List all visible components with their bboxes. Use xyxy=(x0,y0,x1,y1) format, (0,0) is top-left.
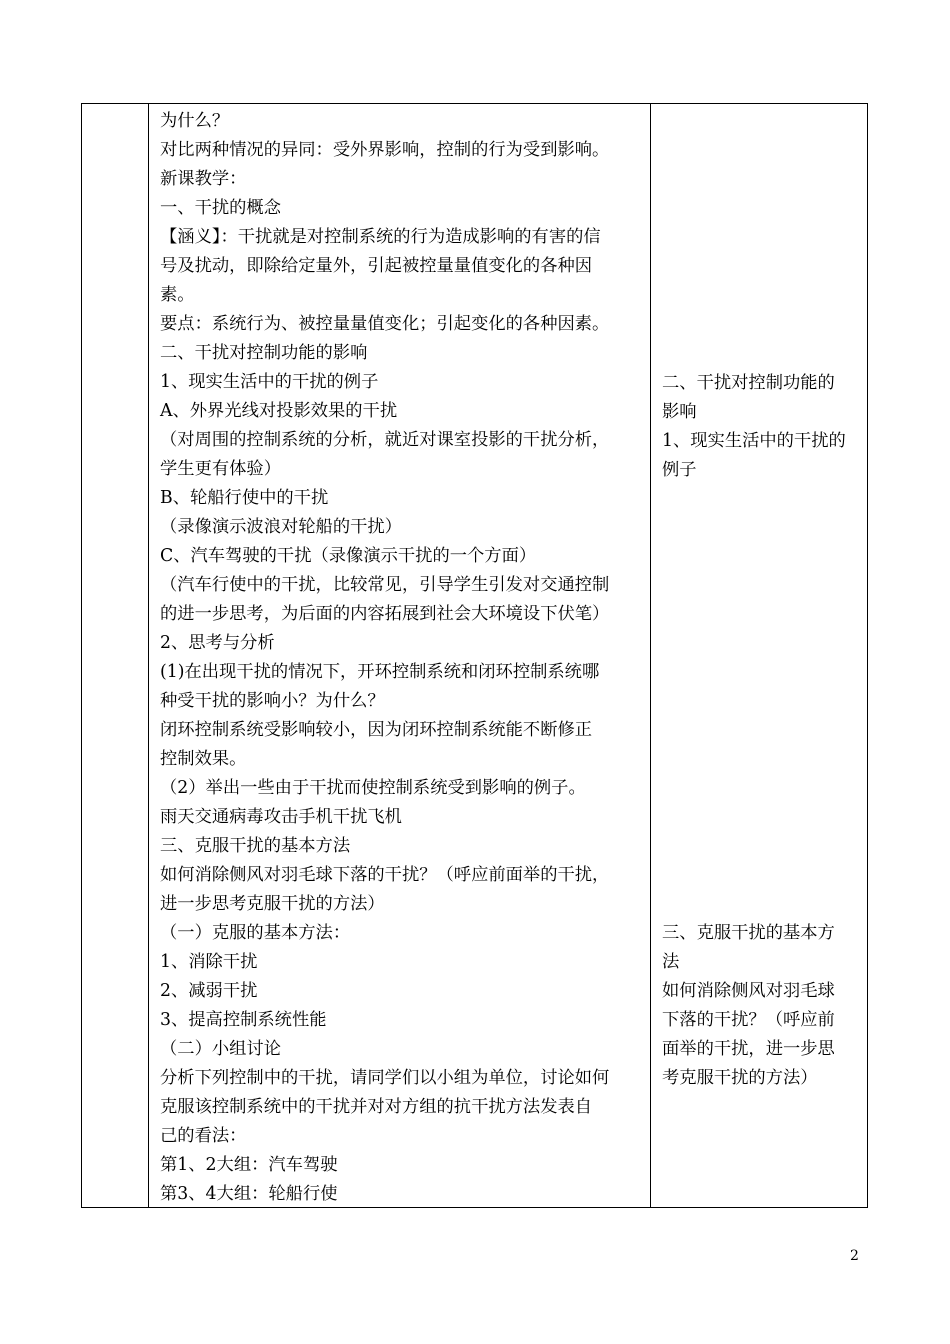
main-line: （2）举出一些由于干扰而使控制系统受到影响的例子。 xyxy=(160,778,586,798)
main-line: 己的看法： xyxy=(160,1126,247,1146)
main-line: 克服该控制系统中的干扰并对对方组的抗干扰方法发表自 xyxy=(160,1097,593,1117)
main-line: 1、消除干扰 xyxy=(160,952,258,972)
lesson-table xyxy=(81,103,868,1208)
main-line: （汽车行使中的干扰，比较常见，引导学生引发对交通控制 xyxy=(160,575,610,595)
main-line: 要点：系统行为、被控量量值变化；引起变化的各种因素。 xyxy=(160,314,610,334)
main-line: （一）克服的基本方法： xyxy=(160,923,351,943)
main-line: 对比两种情况的异同：受外界影响，控制的行为受到影响。 xyxy=(160,140,610,160)
main-line: 为什么？ xyxy=(160,111,230,131)
side-line: 例子 xyxy=(662,460,697,480)
main-line: 第1、2大组：汽车驾驶 xyxy=(160,1155,338,1175)
main-line: 种受干扰的影响小？为什么？ xyxy=(160,691,385,711)
main-line: （对周围的控制系统的分析，就近对课室投影的干扰分析， xyxy=(160,430,610,450)
main-line: 号及扰动，即除给定量外，引起被控量量值变化的各种因 xyxy=(160,256,593,276)
side-notes-block-2 xyxy=(662,919,862,1093)
main-line: 雨天交通病毒攻击手机干扰飞机 xyxy=(160,807,402,827)
main-line: 1、现实生活中的干扰的例子 xyxy=(160,372,379,392)
side-line: 1、现实生活中的干扰的 xyxy=(662,431,846,451)
page-number: 2 xyxy=(850,1248,859,1264)
side-line: 面举的干扰，进一步思 xyxy=(662,1039,835,1059)
main-line: 如何消除侧风对羽毛球下落的干扰？（呼应前面举的干扰， xyxy=(160,865,610,885)
main-line: (1)在出现干扰的情况下，开环控制系统和闭环控制系统哪 xyxy=(160,662,600,682)
side-line: 法 xyxy=(662,952,680,972)
main-line: （二）小组讨论 xyxy=(160,1039,281,1059)
main-line: 第3、4大组：轮船行使 xyxy=(160,1184,338,1204)
main-line: 2、减弱干扰 xyxy=(160,981,258,1001)
main-line: 三、克服干扰的基本方法 xyxy=(160,836,351,856)
main-line: 二、干扰对控制功能的影响 xyxy=(160,343,368,363)
main-content-column xyxy=(160,107,646,1209)
column-divider-left xyxy=(148,104,149,1207)
side-line: 影响 xyxy=(662,402,697,422)
side-line: 如何消除侧风对羽毛球 xyxy=(662,981,835,1001)
side-notes-block-1 xyxy=(662,369,862,485)
side-line: 二、干扰对控制功能的 xyxy=(662,373,835,393)
main-line: 学生更有体验） xyxy=(160,459,281,479)
side-line: 考克服干扰的方法） xyxy=(662,1068,818,1088)
main-line: A、外界光线对投影效果的干扰 xyxy=(160,401,398,421)
main-line: B、轮船行使中的干扰 xyxy=(160,488,329,508)
side-line: 三、克服干扰的基本方 xyxy=(662,923,835,943)
main-line: 一、干扰的概念 xyxy=(160,198,281,218)
column-divider-right xyxy=(650,104,651,1207)
main-line: （录像演示波浪对轮船的干扰） xyxy=(160,517,402,537)
main-line: C、汽车驾驶的干扰（录像演示干扰的一个方面） xyxy=(160,546,537,566)
main-line: 进一步思考克服干扰的方法） xyxy=(160,894,385,914)
main-line: 新课教学： xyxy=(160,169,247,189)
side-line: 下落的干扰？（呼应前 xyxy=(662,1010,835,1030)
main-line: 【涵义】：干扰就是对控制系统的行为造成影响的有害的信 xyxy=(160,227,601,247)
main-line: 分析下列控制中的干扰，请同学们以小组为单位，讨论如何 xyxy=(160,1068,610,1088)
main-line: 控制效果。 xyxy=(160,749,247,769)
main-line: 的进一步思考，为后面的内容拓展到社会大环境设下伏笔） xyxy=(160,604,610,624)
main-line: 3、提高控制系统性能 xyxy=(160,1010,327,1030)
main-line: 素。 xyxy=(160,285,195,305)
main-line: 2、思考与分析 xyxy=(160,633,275,653)
main-line: 闭环控制系统受影响较小，因为闭环控制系统能不断修正 xyxy=(160,720,593,740)
